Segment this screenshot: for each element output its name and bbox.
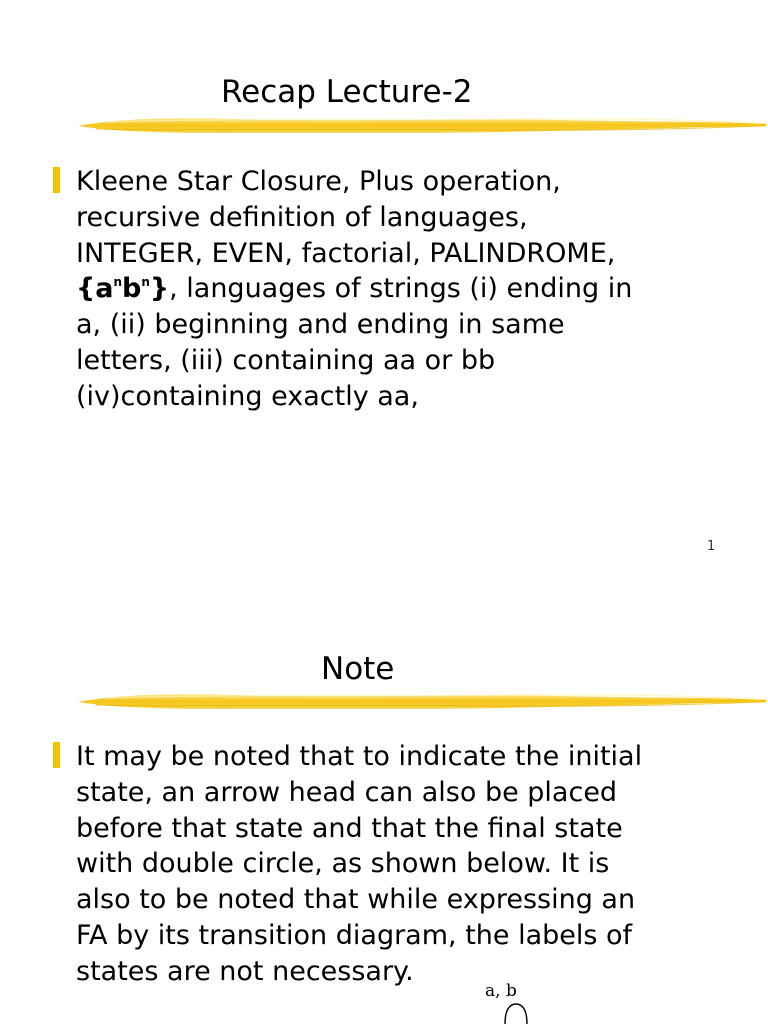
brush-underline (76, 113, 768, 139)
note-line-2: state, an arrow head can also be placed (76, 776, 618, 808)
recap-line-5: a, (ii) beginning and ending in same (76, 309, 565, 341)
transition-label: a, b (485, 981, 517, 1001)
brush-underline (76, 689, 768, 715)
note-line-6: FA by its transition diagram, the labels of (76, 919, 633, 951)
slide-title: Recap Lecture-2 (221, 74, 473, 110)
note-line-4: with double circle, as shown below. It is (76, 848, 610, 880)
yellow-bar-bullet-icon (52, 167, 62, 193)
slide-title: Note (321, 651, 395, 687)
recap-bullet-text (76, 164, 632, 415)
note-line-1: It may be noted that to indicate the initial (76, 741, 643, 772)
recap-line-7: (iv)containing exactly aa, (76, 380, 419, 412)
note-line-5: also to be noted that while expressing an (76, 884, 636, 916)
recap-line-1: Kleene Star Closure, Plus operation, (76, 166, 561, 197)
recap-line-3: INTEGER, EVEN, factorial, PALINDROME, (76, 237, 616, 269)
recap-line-2: recursive definition of languages, (76, 201, 528, 233)
state-self-loop-icon (502, 1001, 532, 1024)
note-line-3: before that state and that the final state (76, 812, 623, 844)
page-number: 1 (707, 539, 716, 554)
note-line-7: states are not necessary. (76, 955, 414, 987)
yellow-bar-bullet-icon (52, 742, 62, 768)
recap-line-4: $\{a^nb^n\}$, languages of strings (i) ending in (76, 273, 633, 305)
slide-note (0, 575, 768, 1024)
recap-line-6: letters, (iii) containing aa or bb (76, 344, 496, 376)
anbn-notation: $\{a^nb^n\}$ (76, 273, 170, 305)
note-bullet-text (76, 739, 642, 990)
